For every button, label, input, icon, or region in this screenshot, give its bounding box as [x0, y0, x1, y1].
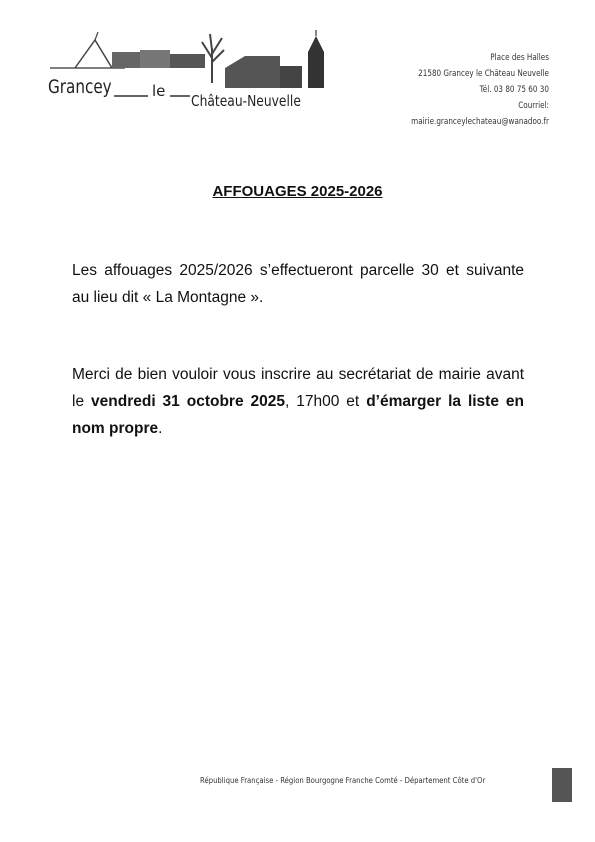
- paragraph-registration: [72, 361, 524, 442]
- footer-text: [200, 776, 545, 785]
- footer-mark-decoration: [552, 768, 572, 802]
- footer-label: République Française - Région Bourgogne Franche Comté - Département Côte d'Or: [200, 776, 486, 785]
- registration-text: .: [158, 420, 163, 437]
- email-line: Courriel: mairie.granceylechateau@wanadoo.fr: [411, 101, 549, 127]
- village-logo: [40, 28, 340, 118]
- logo-word-le: le: [152, 82, 166, 100]
- phone-line: Tél. 03 80 75 60 30: [479, 85, 549, 95]
- logo-word-chateau-neuvelle: Château-Neuvelle: [191, 92, 301, 110]
- registration-text: Merci de bien vouloir vous inscrire au secrétariat de mairie avant le: [72, 366, 524, 410]
- sign-list-instruction: d’émarger la liste en nom propre: [72, 393, 524, 437]
- mairie-address-block: [349, 50, 549, 130]
- registration-text: , 17h00 et: [285, 393, 367, 410]
- logo-word-grancey: Grancey: [48, 76, 112, 98]
- paragraph-location: Les affouages 2025/2026 s’effectueront parcelle 30 et suivante au lieu dit « La Montagne ».: [72, 262, 524, 306]
- deadline-date: vendredi 31 octobre 2025: [91, 393, 286, 410]
- document-title: AFFOUAGES 2025-2026: [212, 183, 383, 200]
- address-line: Place des Halles: [490, 53, 549, 63]
- address-line: 21580 Grancey le Château Neuvelle: [418, 69, 549, 79]
